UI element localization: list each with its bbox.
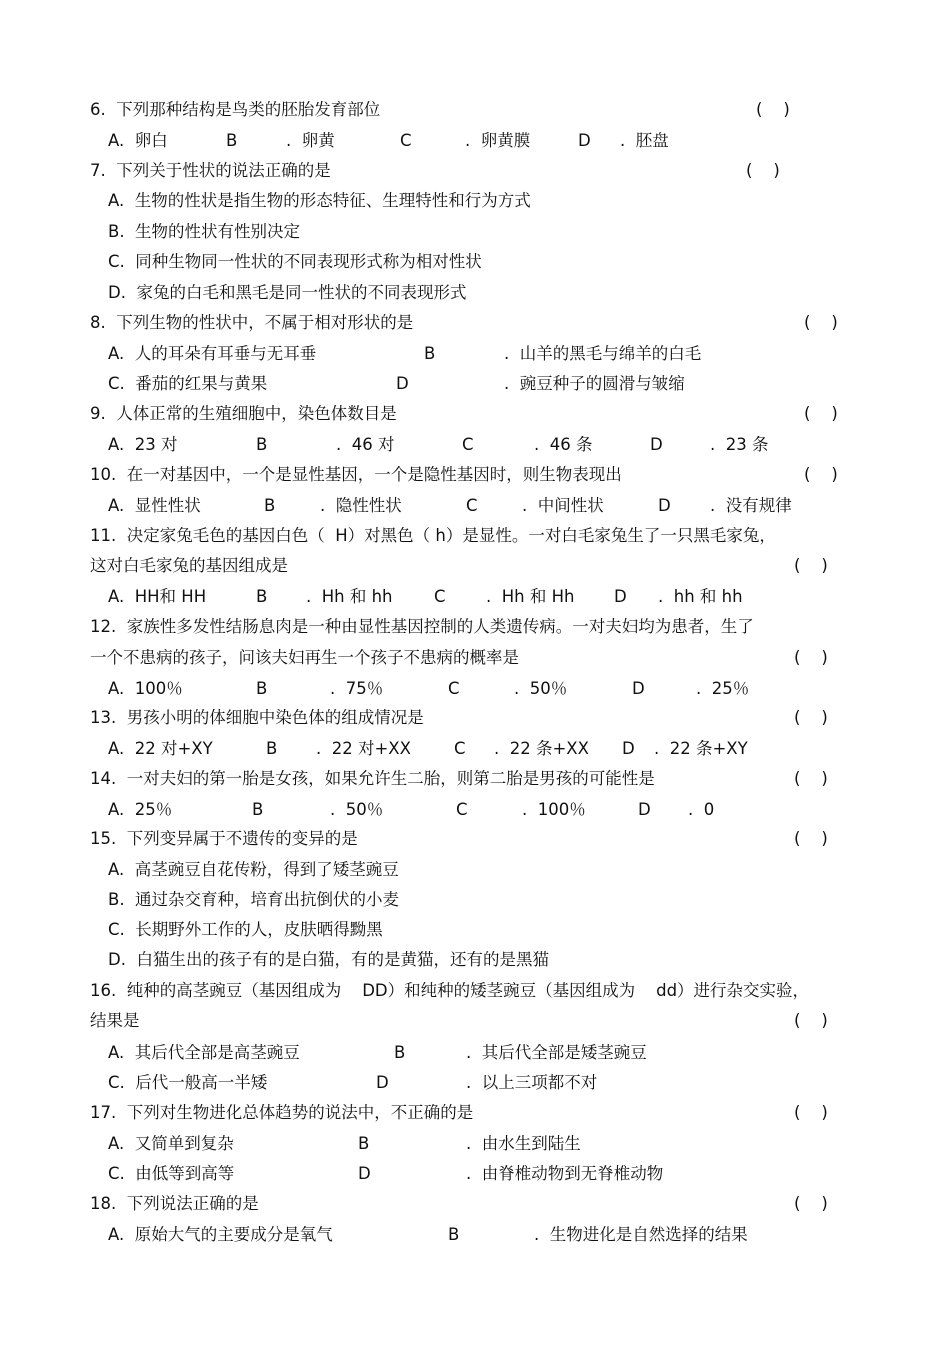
option: A. 22 对+XY xyxy=(108,739,213,758)
option: . 22 条+XX xyxy=(494,739,589,758)
option: . 隐性性状 xyxy=(320,496,402,515)
option: . 75％ xyxy=(330,679,384,698)
answer-paren: ( ) xyxy=(794,1011,828,1030)
option-letter: C xyxy=(456,800,468,819)
option: . 由脊椎动物到无脊椎动物 xyxy=(466,1164,664,1183)
option: . 23 条 xyxy=(710,435,769,454)
option: B. 通过杂交育种，培育出抗倒伏的小麦 xyxy=(108,890,400,909)
question-stem-cont: 这对白毛家兔的基因组成是 xyxy=(90,556,288,575)
answer-paren: ( ) xyxy=(794,556,828,575)
option: . 其后代全部是矮茎豌豆 xyxy=(466,1043,647,1062)
option: . 由水生到陆生 xyxy=(466,1134,581,1153)
option-letter: C xyxy=(466,496,478,515)
option: A. 25％ xyxy=(108,800,173,819)
option: . 胚盘 xyxy=(620,131,669,150)
answer-paren: ( ) xyxy=(794,648,828,667)
answer-paren: ( ) xyxy=(794,769,828,788)
option: C. 长期野外工作的人，皮肤晒得黝黑 xyxy=(108,920,383,939)
option: A. 100％ xyxy=(108,679,183,698)
option: C. 番茄的红果与黄果 xyxy=(108,374,268,393)
option-letter: C xyxy=(462,435,474,454)
question-stem: 13. 男孩小明的体细胞中染色体的组成情况是 xyxy=(90,708,424,727)
answer-paren: ( ) xyxy=(794,1103,828,1122)
option: C. 后代一般高一半矮 xyxy=(108,1073,268,1092)
question-stem: 14. 一对夫妇的第一胎是女孩，如果允许生二胎，则第二胎是男孩的可能性是 xyxy=(90,769,655,788)
option: . 0 xyxy=(688,800,715,819)
answer-paren: ( ) xyxy=(794,1194,828,1213)
question-stem-cont: 结果是 xyxy=(90,1011,140,1030)
option-letter: B xyxy=(264,496,276,515)
option-letter: D xyxy=(622,739,635,758)
question-stem: 16. 纯种的高茎豌豆（基因组成为 DD）和纯种的矮茎豌豆（基因组成为 dd）进行杂交实验， xyxy=(90,981,810,1000)
option-letter: D xyxy=(658,496,671,515)
option: B. 生物的性状有性别决定 xyxy=(108,222,301,241)
option-letter: D xyxy=(632,679,645,698)
option-letter: B xyxy=(448,1225,460,1244)
option-letter: C xyxy=(448,679,460,698)
answer-paren: ( ) xyxy=(756,100,790,119)
answer-paren: ( ) xyxy=(794,708,828,727)
question-stem: 7. 下列关于性状的说法正确的是 xyxy=(90,161,331,180)
option: . hh 和 hh xyxy=(658,587,743,606)
option-letter: B xyxy=(358,1134,370,1153)
option: A. 23 对 xyxy=(108,435,178,454)
answer-paren: ( ) xyxy=(746,161,780,180)
option-letter: D xyxy=(638,800,651,819)
option-letter: B xyxy=(252,800,264,819)
question-stem: 10. 在一对基因中，一个是显性基因，一个是隐性基因时，则生物表现出 xyxy=(90,465,622,484)
option: . 46 对 xyxy=(336,435,395,454)
option: A. 生物的性状是指生物的形态特征、生理特性和行为方式 xyxy=(108,191,531,210)
option: . 100％ xyxy=(522,800,586,819)
option: A. 原始大气的主要成分是氧气 xyxy=(108,1225,333,1244)
option-letter: B xyxy=(256,435,268,454)
option-letter: B xyxy=(256,587,268,606)
option: . 22 对+XX xyxy=(316,739,411,758)
option: D. 白猫生出的孩子有的是白猫，有的是黄猫，还有的是黑猫 xyxy=(108,950,549,969)
option: A. 又简单到复杂 xyxy=(108,1134,234,1153)
question-stem: 11. 决定家兔毛色的基因白色（ H）对黑色（ h）是显性。一对白毛家兔生了一只黑毛家兔， xyxy=(90,526,776,545)
option: D. 家兔的白毛和黑毛是同一性状的不同表现形式 xyxy=(108,283,467,302)
option-letter: C xyxy=(454,739,466,758)
option: . 50％ xyxy=(514,679,568,698)
option: . 没有规律 xyxy=(710,496,792,515)
option: A. 人的耳朵有耳垂与无耳垂 xyxy=(108,344,317,363)
answer-paren: ( ) xyxy=(804,404,838,423)
option-letter: D xyxy=(358,1164,371,1183)
answer-paren: ( ) xyxy=(804,465,838,484)
question-stem: 15. 下列变异属于不遗传的变异的是 xyxy=(90,829,358,848)
answer-paren: ( ) xyxy=(804,313,838,332)
question-stem: 17. 下列对生物进化总体趋势的说法中，不正确的是 xyxy=(90,1103,474,1122)
option: . 生物进化是自然选择的结果 xyxy=(534,1225,748,1244)
option: A. HH和 HH xyxy=(108,587,207,606)
question-stem: 9. 人体正常的生殖细胞中，染色体数目是 xyxy=(90,404,397,423)
option-letter: B xyxy=(266,739,278,758)
option: . 25％ xyxy=(696,679,750,698)
question-stem: 18. 下列说法正确的是 xyxy=(90,1194,259,1213)
option: . Hh 和 hh xyxy=(306,587,393,606)
option: . 46 条 xyxy=(534,435,593,454)
option: . 山羊的黑毛与绵羊的白毛 xyxy=(504,344,702,363)
option-letter: B xyxy=(424,344,436,363)
option-letter: B xyxy=(394,1043,406,1062)
option: . 以上三项都不对 xyxy=(466,1073,598,1092)
option-letter: D xyxy=(614,587,627,606)
option: . 卵黄膜 xyxy=(465,131,531,150)
option: . 豌豆种子的圆滑与皱缩 xyxy=(504,374,685,393)
answer-paren: ( ) xyxy=(794,829,828,848)
option-letter: D xyxy=(376,1073,389,1092)
option: . 22 条+XY xyxy=(654,739,748,758)
option: A. 其后代全部是高茎豌豆 xyxy=(108,1043,300,1062)
option: . 卵黄 xyxy=(286,131,335,150)
question-stem: 8. 下列生物的性状中，不属于相对形状的是 xyxy=(90,313,414,332)
option: C. 同种生物同一性状的不同表现形式称为相对性状 xyxy=(108,252,482,271)
option: A. 高茎豌豆自花传粉，得到了矮茎豌豆 xyxy=(108,860,399,879)
option: . 中间性状 xyxy=(522,496,604,515)
option-letter: C xyxy=(400,131,412,150)
question-stem-cont: 一个不患病的孩子，问该夫妇再生一个孩子不患病的概率是 xyxy=(90,648,519,667)
option-letter: B xyxy=(256,679,268,698)
option-letter: C xyxy=(434,587,446,606)
option: A. 显性性状 xyxy=(108,496,201,515)
option: . Hh 和 Hh xyxy=(486,587,575,606)
option-letter: D xyxy=(578,131,591,150)
option-letter: D xyxy=(396,374,409,393)
option-letter: D xyxy=(650,435,663,454)
option: C. 由低等到高等 xyxy=(108,1164,235,1183)
option-letter: B xyxy=(226,131,238,150)
option: . 50％ xyxy=(330,800,384,819)
question-stem: 12. 家族性多发性结肠息肉是一种由显性基因控制的人类遗传病。一对夫妇均为患者，生了 xyxy=(90,617,754,636)
question-stem: 6. 下列那种结构是鸟类的胚胎发育部位 xyxy=(90,100,381,119)
option: A. 卵白 xyxy=(108,131,168,150)
